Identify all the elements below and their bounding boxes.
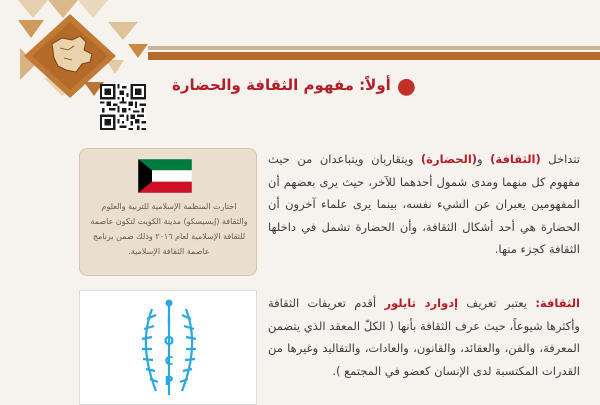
deco-tile (18, 0, 48, 18)
logo-letter: C (164, 354, 174, 368)
deco-tile (128, 44, 148, 58)
p2-rest: أقدم تعريفات الثقافة وأكثرها شيوعاً، حيث عرف الثقافة بأنها ( الكلّ المعقد الذي يتضمن المعرفة، والفن، والعقائد، والقانون، والعادات، والتقاليد وغيرها من القدرات المكتسبة لدى الإنسان كعضو في المجتمع ). (268, 296, 580, 378)
term-culture: (الثقافة) (490, 152, 541, 166)
iocp-logo-icon (134, 295, 204, 403)
info-box (79, 148, 257, 276)
header-band (148, 46, 600, 60)
term-civilization: (الحضارة) (420, 152, 478, 166)
paragraph-culture-definition (268, 292, 580, 405)
logo-box (79, 290, 257, 405)
p1-mid: و (477, 152, 491, 166)
p1-rest: ويتقاربان ويتباعدان من حيث مفهوم كل منهما ومدى شمول أحدهما للآخر، حيث يرى بعضهم أن المفهومين يعبران عن الشيء نفسه، بينما يرى علماء آخرون أن الحضارة هي أحد أشكال الثقافة، وأن الحضارة تشمل في داخلها الثقافة كجزء منها. (268, 152, 580, 257)
deco-tile (48, 0, 78, 18)
logo-letter: P (164, 374, 174, 388)
deco-tile (18, 20, 44, 38)
deco-tile (78, 0, 108, 18)
kuwait-flag-icon (138, 159, 192, 193)
term-culture-label: الثقافة: (535, 296, 580, 310)
logo-letter: O (163, 334, 175, 348)
info-box-text: اختارت المنظمة الإسلامية للتربية والعلوم والثقافة (إيسيسكو) مدينة الكويت لتكون عاصمة للثقافة الإسلامية لعام ٢٠١٦ وذلك ضمن برنامج عاصمة الثقافة الإسلامية. (90, 202, 248, 256)
p1-intro: تتداخل (540, 152, 580, 166)
deco-tile (108, 22, 138, 40)
qr-code-icon[interactable] (100, 84, 146, 130)
logo-letter: I (166, 314, 172, 328)
section-title-text: أولاً: مفهوم الثقافة والحضارة (172, 76, 391, 94)
paragraph-culture-civilization (268, 148, 580, 261)
p2-pre: يعتبر تعريف (458, 296, 536, 310)
name-edward-tylor: إدوارد تايلور (384, 296, 459, 310)
section-title (172, 74, 416, 99)
bullet-dot-icon: ● (396, 74, 416, 99)
